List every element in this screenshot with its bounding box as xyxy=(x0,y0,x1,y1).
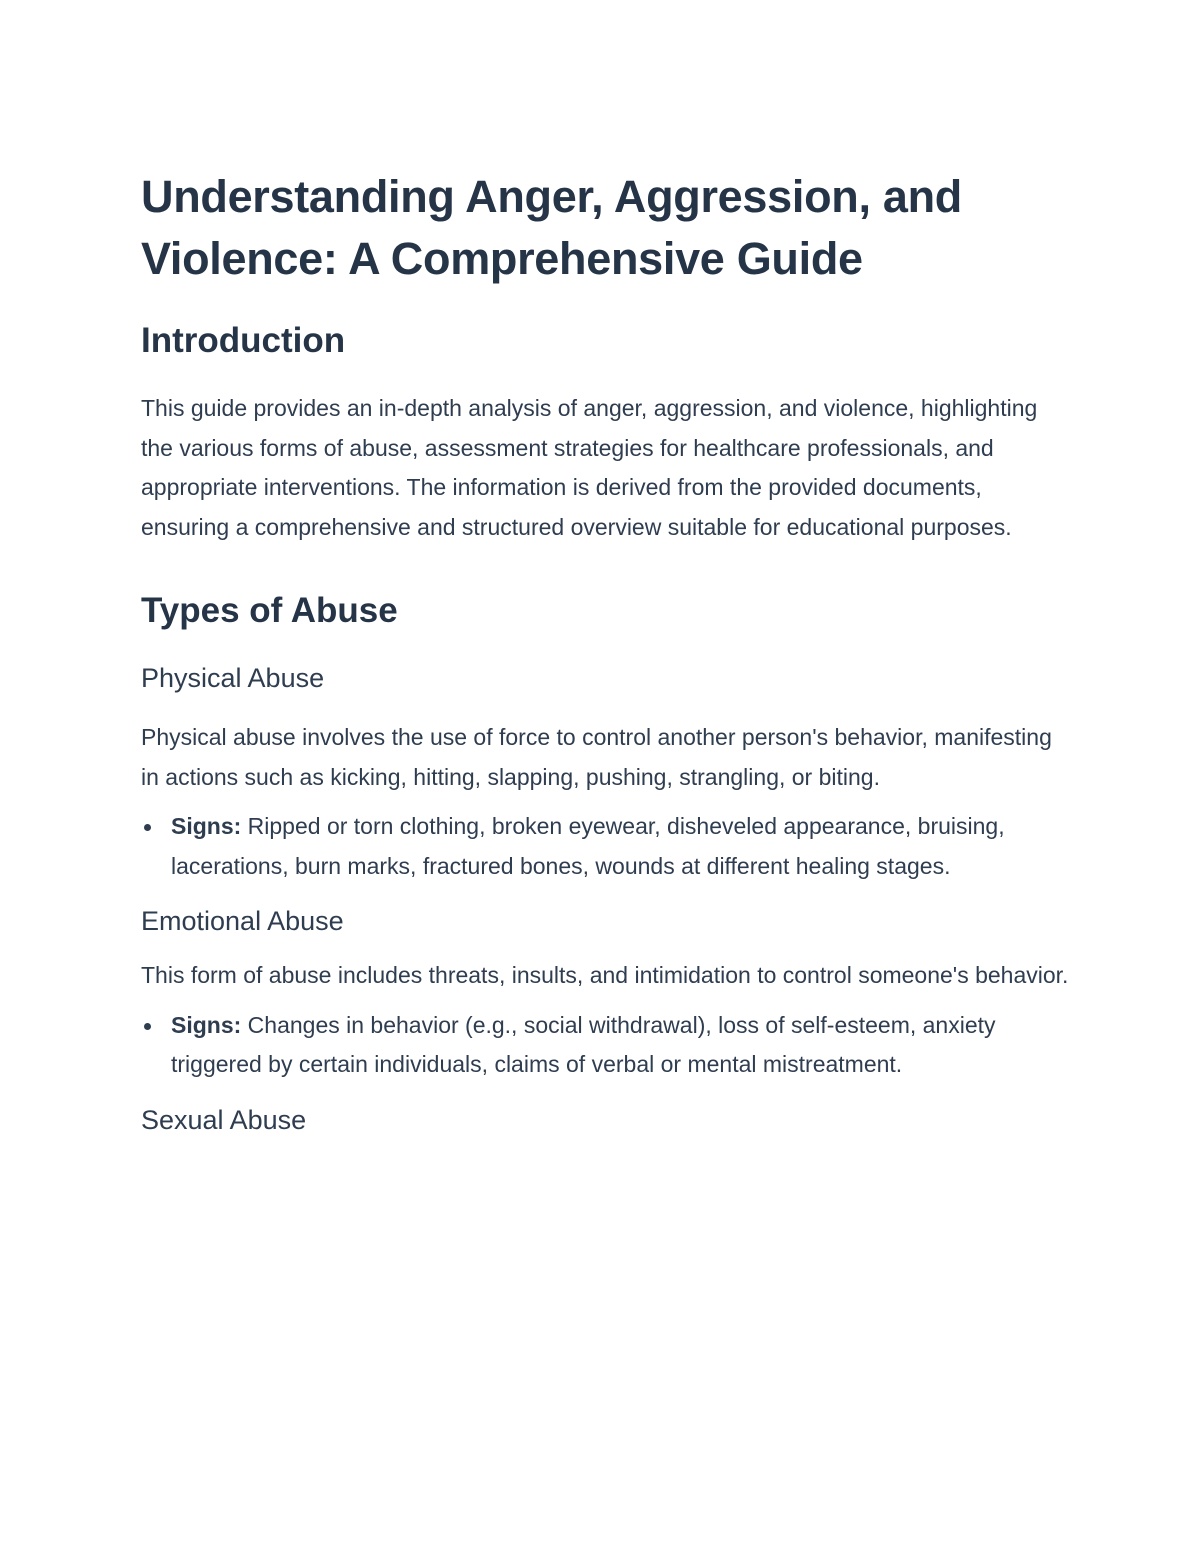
emotional-abuse-signs-list xyxy=(141,1006,1071,1085)
document-page xyxy=(141,166,1071,1138)
signs-label: Signs: xyxy=(171,1011,242,1038)
bullet-icon xyxy=(144,1023,151,1030)
signs-label: Signs: xyxy=(171,813,242,839)
introduction-heading: Introduction xyxy=(141,321,346,360)
signs-text: Changes in behavior (e.g., social withdrawal), loss of self-esteem, anxiety triggered by certain individuals, claims of verbal or mental mistreatment. xyxy=(171,1011,996,1077)
document-title: Understanding Anger, Aggression, and Violence: A Comprehensive Guide xyxy=(141,171,962,284)
emotional-abuse-paragraph: This form of abuse includes threats, insults, and intimidation to control someone's behavior. xyxy=(141,962,1069,988)
physical-abuse-paragraph: Physical abuse involves the use of force to control another person's behavior, manifesting in actions such as kicking, hitting, slapping, pushing, strangling, or biting. xyxy=(141,724,1052,790)
sexual-abuse-heading: Sexual Abuse xyxy=(141,1104,307,1135)
list-item xyxy=(141,807,1071,886)
signs-text: Ripped or torn clothing, broken eyewear, disheveled appearance, bruising, lacerations, burn marks, fractured bones, wounds at different healing stages. xyxy=(171,813,1005,879)
introduction-paragraph: This guide provides an in-depth analysis of anger, aggression, and violence, highlighting the various forms of abuse, assessment strategies for healthcare professionals, and appropriate interventions. The information is derived from the provided documents, ensuring a comprehensive and structured overview suitable for educational purposes. xyxy=(141,395,1038,540)
physical-abuse-heading: Physical Abuse xyxy=(141,663,325,693)
bullet-icon xyxy=(144,824,151,831)
emotional-abuse-heading: Emotional Abuse xyxy=(141,906,344,936)
physical-abuse-signs-list xyxy=(141,807,1071,886)
types-of-abuse-heading: Types of Abuse xyxy=(141,591,398,630)
list-item xyxy=(141,1006,1071,1085)
